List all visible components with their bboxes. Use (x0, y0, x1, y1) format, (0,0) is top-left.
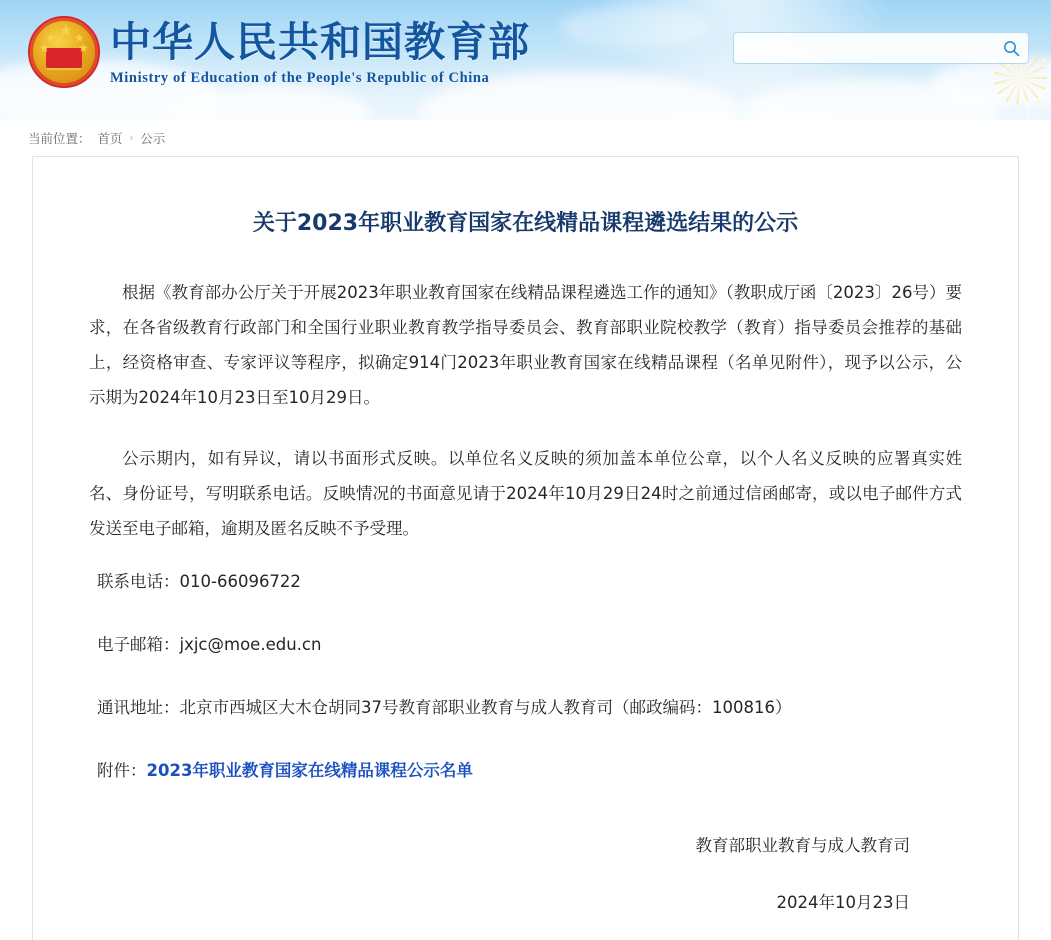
article-card (32, 156, 1019, 940)
site-title-en: Ministry of Education of the People's Republic of China (110, 70, 490, 86)
document-date: 2024年10月23日 (776, 893, 910, 912)
breadcrumb-label: 当前位置： (28, 132, 91, 146)
site-title-cn: 中华人民共和国教育部 (110, 18, 530, 66)
page-body (0, 156, 1051, 940)
site-header (0, 0, 1051, 120)
attachment-label: 附件： (97, 761, 147, 780)
dandelion-stem-decoration (1027, 100, 1029, 120)
contact-address: 通讯地址：北京市西城区大木仓胡同37号教育部职业教育与成人教育司（邮政编码：100816） (97, 698, 792, 717)
search-button[interactable] (994, 33, 1028, 63)
search-icon (1003, 40, 1020, 57)
breadcrumb (28, 129, 165, 147)
breadcrumb-item-home[interactable]: 首页 (97, 132, 123, 146)
contact-email: 电子邮箱：jxjc@moe.edu.cn (97, 635, 322, 654)
page-title: 关于2023年职业教育国家在线精品课程遴选结果的公示 (252, 211, 799, 236)
site-brand[interactable] (110, 18, 530, 87)
document-signature: 教育部职业教育与成人教育司 (695, 836, 910, 855)
attachment-line (89, 753, 962, 788)
attachment-link[interactable]: 2023年职业教育国家在线精品课程公示名单 (146, 761, 473, 780)
search-box[interactable] (733, 32, 1029, 64)
chevron-right-icon: › (129, 132, 134, 144)
article-paragraph: 根据《教育部办公厅关于开展2023年职业教育国家在线精品课程遴选工作的通知》（教职成厅函〔2023〕26号）要求，在各省级教育行政部门和全国行业职业教育教学指导委员会、教育部职业院校教学（教育）指导委员会推荐的基础上，经资格审查、专家评议等程序，拟确定914门2023年职业教育国家在线精品课程（名单见附件），现予以公示，公示期为2024年10月23日至10月29日。 (89, 283, 962, 407)
breadcrumb-item-notice[interactable]: 公示 (140, 132, 166, 146)
breadcrumb-bar (0, 120, 1051, 156)
article-paragraph: 公示期内，如有异议，请以书面形式反映。以单位名义反映的须加盖本单位公章，以个人名义反映的应署真实姓名、身份证号，写明联系电话。反映情况的书面意见请于2024年10月29日24时之前通过信函邮寄，或以电子邮件方式发送至电子邮箱，逾期及匿名反映不予受理。 (89, 449, 962, 538)
search-input[interactable] (734, 34, 994, 62)
national-emblem-icon: ★ ★ ★ ★ ★ (28, 16, 100, 88)
cloud-decoration (560, 6, 710, 48)
contact-phone: 联系电话：010-66096722 (97, 572, 301, 591)
